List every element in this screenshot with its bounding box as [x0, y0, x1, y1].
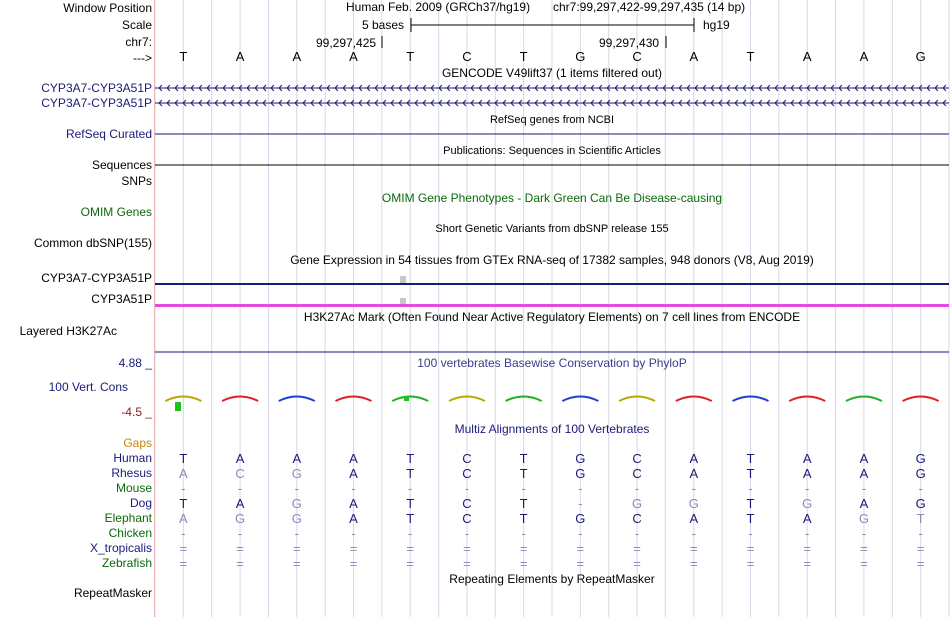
alignment-base: A — [802, 466, 812, 481]
alignment-base: - — [691, 526, 696, 541]
alignment-base: = — [746, 556, 755, 571]
alignment-base: A — [235, 451, 245, 466]
base-letter: C — [462, 49, 472, 64]
alignment-base: A — [349, 496, 358, 511]
alignment-base: C — [235, 466, 245, 481]
scale-bar-text: 5 bases — [362, 18, 405, 32]
scale-label: Scale — [121, 18, 152, 32]
alignment-base: = — [633, 541, 641, 556]
alignment-base: = — [803, 556, 812, 571]
alignment-base: A — [235, 496, 245, 511]
gencode-track-title[interactable]: GENCODE V49lift37 (1 items filtered out) — [441, 66, 663, 80]
h3k27ac-track-title[interactable]: H3K27Ac Mark (Often Found Near Active Regulatory Elements) on 7 cell lines from ENCODE — [303, 310, 801, 324]
alignment-base: = — [746, 541, 755, 556]
alignment-base: A — [689, 511, 699, 526]
base-letter: G — [575, 49, 586, 64]
conservation-track-label[interactable]: 100 Vert. Cons — [48, 380, 128, 394]
conservation-highlight-1 — [175, 402, 181, 411]
alignment-base: - — [861, 481, 867, 496]
alignment-base: T — [406, 511, 415, 526]
alignment-base: G — [575, 466, 586, 481]
alignment-base: = — [349, 556, 358, 571]
alignment-base: G — [291, 496, 302, 511]
alignment-base: G — [575, 511, 586, 526]
alignment-base: - — [805, 481, 810, 496]
alignment-base: = — [519, 556, 528, 571]
alignment-base: G — [858, 511, 869, 526]
alignment-base: - — [351, 481, 356, 496]
alignment-base: A — [859, 496, 869, 511]
gtex-bar-2 — [155, 304, 949, 307]
alignment-base: A — [349, 466, 358, 481]
alignment-base: A — [292, 451, 302, 466]
alignment-base: = — [406, 541, 415, 556]
base-letter: G — [915, 49, 926, 64]
alignment-base: G — [688, 496, 699, 511]
gtex-marker-2 — [400, 298, 406, 304]
alignment-base: T — [406, 466, 415, 481]
alignment-base: = — [916, 556, 925, 571]
refseq-track-title[interactable]: RefSeq genes from NCBI — [489, 114, 615, 126]
alignment-base: = — [803, 541, 812, 556]
coord-left-text: 99,297,425 — [316, 36, 377, 50]
base-letter: T — [519, 49, 528, 64]
base-letter: A — [859, 49, 869, 64]
gtex-marker-1 — [400, 276, 406, 283]
assembly-text: Human Feb. 2009 (GRCh37/hg19) — [346, 0, 531, 14]
alignment-base: T — [519, 511, 528, 526]
species-label-chicken[interactable]: Chicken — [108, 526, 152, 540]
alignment-base: - — [918, 481, 923, 496]
alignment-base: T — [746, 466, 755, 481]
alignment-base: = — [179, 541, 188, 556]
alignment-base: G — [632, 496, 643, 511]
alignment-base: - — [237, 481, 243, 496]
alignment-base: A — [349, 511, 358, 526]
sequences-track-label[interactable]: Sequences — [91, 158, 152, 172]
strand-arrow-label: ---> — [133, 51, 152, 65]
alignment-base: A — [689, 466, 699, 481]
omim-track-title[interactable]: OMIM Gene Phenotypes - Dark Green Can Be Disease-causing — [381, 191, 723, 205]
alignment-base: C — [632, 466, 642, 481]
alignment-base: T — [519, 466, 528, 481]
alignment-base: = — [860, 556, 868, 571]
alignment-base: G — [915, 466, 926, 481]
species-label-zebrafish[interactable]: Zebrafish — [101, 556, 152, 570]
alignment-base: C — [462, 496, 472, 511]
base-letter: T — [179, 49, 188, 64]
chr-label: chr7: — [125, 35, 152, 49]
base-letter: A — [689, 49, 699, 64]
alignment-base: = — [689, 541, 698, 556]
alignment-base: T — [746, 511, 755, 526]
gtex-bar-1 — [155, 283, 949, 285]
species-label-mouse[interactable]: Mouse — [115, 481, 152, 495]
alignment-base: A — [859, 466, 869, 481]
gaps-label: Gaps — [123, 436, 152, 450]
alignment-base: = — [349, 541, 358, 556]
phylop-min-label: -4.5 _ — [121, 405, 152, 419]
alignment-base: - — [294, 526, 299, 541]
alignment-base: = — [633, 556, 641, 571]
alignment-base: = — [860, 541, 868, 556]
alignment-base: - — [578, 526, 583, 541]
alignment-base: T — [519, 451, 528, 466]
base-letter: T — [746, 49, 755, 64]
window-position-label: Window Position — [63, 1, 152, 15]
alignment-base: = — [519, 541, 528, 556]
alignment-base: = — [292, 541, 301, 556]
alignment-base: - — [521, 481, 526, 496]
alignment-base: = — [576, 556, 585, 571]
alignment-base: A — [802, 511, 812, 526]
repeatmasker-track-title[interactable]: Repeating Elements by RepeatMasker — [449, 572, 655, 586]
alignment-base: C — [462, 511, 472, 526]
alignment-base: G — [915, 496, 926, 511]
alignment-base: G — [802, 496, 813, 511]
alignment-base: T — [406, 451, 415, 466]
gtex-track-title[interactable]: Gene Expression in 54 tissues from GTEx RNA-seq of 17382 samples, 948 donors (V8, Aug 2019) — [290, 253, 814, 267]
alignment-base: T — [406, 496, 415, 511]
phylop-max-label: 4.88 _ — [118, 356, 152, 370]
alignment-base: - — [464, 481, 470, 496]
alignment-base: A — [349, 451, 358, 466]
alignment-base: T — [179, 451, 188, 466]
conservation-highlight-2 — [404, 396, 409, 401]
species-label-dog[interactable]: Dog — [129, 496, 152, 510]
alignment-base: A — [859, 451, 869, 466]
omim-track-label[interactable]: OMIM Genes — [80, 205, 152, 219]
alignment-base: - — [464, 526, 470, 541]
h3k27ac-track-label[interactable]: Layered H3K27Ac — [19, 324, 117, 338]
alignment-base: G — [291, 466, 302, 481]
alignment-base: - — [691, 481, 696, 496]
base-letter: A — [235, 49, 245, 64]
alignment-base: C — [632, 451, 642, 466]
alignment-base: - — [408, 526, 413, 541]
alignment-base: T — [746, 451, 755, 466]
refseq-track-label[interactable]: RefSeq Curated — [65, 127, 152, 141]
alignment-base: G — [575, 451, 586, 466]
alignment-base: - — [805, 526, 810, 541]
dbsnp-track-label[interactable]: Common dbSNP(155) — [33, 236, 152, 250]
alignment-base: T — [519, 496, 528, 511]
alignment-base: = — [406, 556, 415, 571]
alignment-base: - — [237, 526, 243, 541]
alignment-base: A — [179, 466, 188, 481]
alignment-base: A — [802, 451, 812, 466]
alignment-base: - — [748, 481, 753, 496]
alignment-base: G — [915, 451, 926, 466]
alignment-base: - — [181, 481, 186, 496]
multiz-track-title[interactable]: Multiz Alignments of 100 Vertebrates — [454, 422, 650, 436]
alignment-base: = — [463, 541, 471, 556]
coord-right-text: 99,297,430 — [599, 36, 660, 50]
alignment-base: = — [292, 556, 301, 571]
alignment-base: = — [576, 541, 585, 556]
alignment-base: - — [181, 526, 186, 541]
alignment-base: T — [179, 496, 188, 511]
alignment-base: T — [746, 496, 755, 511]
base-letter: A — [349, 49, 358, 64]
alignment-base: - — [918, 526, 923, 541]
alignment-base: T — [916, 511, 925, 526]
alignment-base: = — [236, 541, 244, 556]
alignment-base: - — [861, 526, 867, 541]
alignment-base: G — [291, 511, 302, 526]
alignment-base: - — [634, 526, 640, 541]
publications-track-title[interactable]: Publications: Sequences in Scientific Articles — [443, 145, 661, 157]
alignment-base: C — [462, 451, 472, 466]
species-label-rhesus[interactable]: Rhesus — [111, 466, 152, 480]
alignment-base: = — [916, 541, 925, 556]
base-letter: A — [802, 49, 812, 64]
gtex-item-label-2[interactable]: CYP3A51P — [91, 292, 152, 306]
gencode-item-label-1[interactable]: CYP3A7-CYP3A51P — [41, 81, 152, 95]
scale-db-text: hg19 — [703, 18, 730, 32]
alignment-base: - — [634, 481, 640, 496]
alignment-base: - — [748, 526, 753, 541]
base-letter: A — [292, 49, 302, 64]
label-gutter-divider — [154, 0, 155, 617]
repeatmasker-track-label[interactable]: RepeatMasker — [73, 586, 152, 600]
alignment-base: - — [578, 481, 583, 496]
alignment-base: A — [689, 451, 699, 466]
position-text: chr7:99,297,422-99,297,435 (14 bp) — [553, 0, 746, 14]
base-letter: T — [406, 49, 415, 64]
dbsnp-track-title[interactable]: Short Genetic Variants from dbSNP release 155 — [435, 223, 669, 235]
alignment-base: - — [294, 481, 299, 496]
alignment-base: - — [578, 496, 583, 511]
alignment-base: - — [408, 481, 413, 496]
alignment-base: = — [236, 556, 244, 571]
species-label-human[interactable]: Human — [113, 451, 152, 465]
alignment-base: - — [351, 526, 356, 541]
gencode-item-label-2[interactable]: CYP3A7-CYP3A51P — [41, 96, 152, 110]
alignment-base: A — [179, 511, 188, 526]
base-letter: C — [632, 49, 642, 64]
alignment-base: - — [521, 526, 526, 541]
species-label-x_tropicalis[interactable]: X_tropicalis — [89, 541, 152, 555]
snps-track-label[interactable]: SNPs — [121, 174, 152, 188]
alignment-base: = — [689, 556, 698, 571]
alignment-base: G — [235, 511, 246, 526]
alignment-base: = — [179, 556, 188, 571]
alignment-base: C — [632, 511, 642, 526]
species-label-elephant[interactable]: Elephant — [104, 511, 152, 525]
gtex-item-label-1[interactable]: CYP3A7-CYP3A51P — [41, 271, 152, 285]
alignment-base: C — [462, 466, 472, 481]
conservation-track-title[interactable]: 100 vertebrates Basewise Conservation by PhyloP — [417, 356, 687, 370]
alignment-base: = — [463, 556, 471, 571]
